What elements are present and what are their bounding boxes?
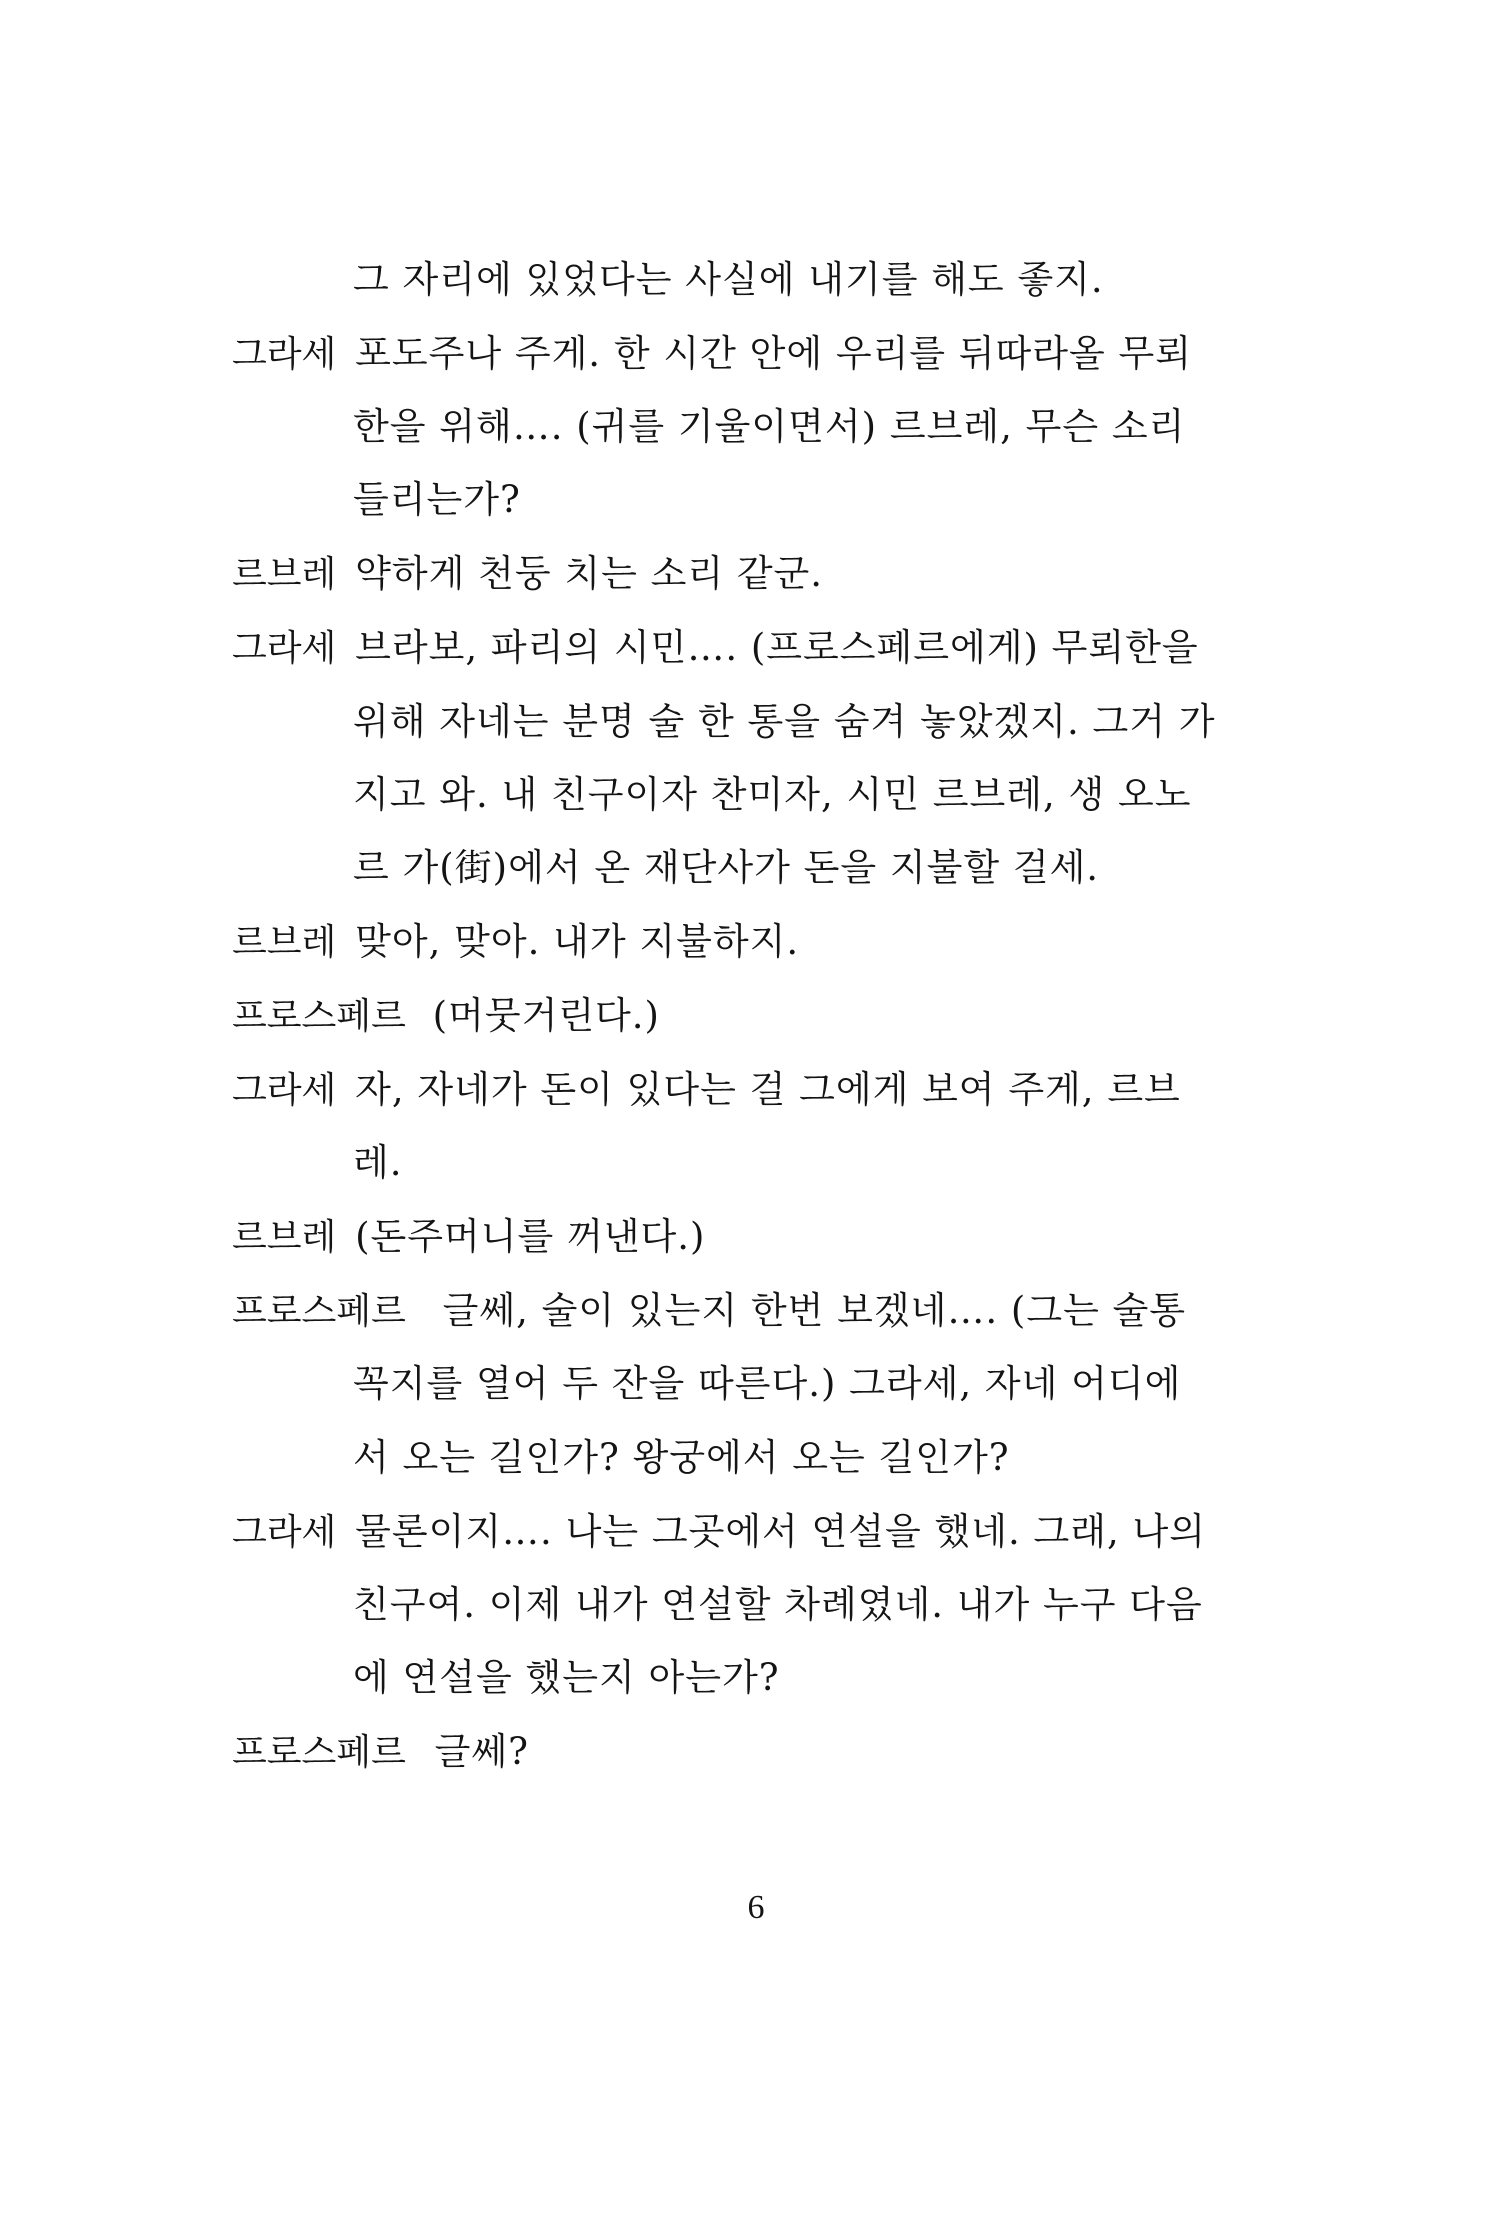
speaker-name: 그라세: [232, 1070, 337, 1111]
dialogue-line: 꼭지를 열어 두 잔을 따른다.) 그라세, 자네 어디에: [353, 1362, 1182, 1405]
dialogue-line: 위해 자네는 분명 술 한 통을 숨겨 놓았겠지. 그거 가: [353, 700, 1216, 743]
dialogue-line: 지고 와. 내 친구이자 찬미자, 시민 르브레, 생 오노: [353, 773, 1192, 816]
dialogue-line: 글쎄?: [434, 1730, 529, 1773]
dialogue-entry: [232, 552, 823, 597]
dialogue-line: 한을 위해…. (귀를 기울이면서) 르브레, 무슨 소리: [353, 405, 1186, 448]
dialogue-line: 맞아, 맞아. 내가 지불하지.: [355, 920, 800, 963]
page-number: 6: [747, 1889, 765, 1926]
speaker-name: 르브레: [232, 1217, 337, 1258]
speaker-name: 프로스페르: [232, 996, 406, 1037]
dialogue-entry: [232, 1510, 1206, 1555]
dialogue-line: 르 가(街)에서 온 재단사가 돈을 지불할 걸세.: [353, 846, 1100, 889]
dialogue-line: 글쎄, 술이 있는지 한번 보겠네…. (그는 술통: [442, 1289, 1187, 1332]
speaker-name: 프로스페르: [232, 1732, 406, 1773]
dialogue-entry: [232, 1215, 705, 1260]
dialogue-line: 서 오는 길인가? 왕궁에서 오는 길인가?: [353, 1436, 1010, 1479]
dialogue-line: (돈주머니를 꺼낸다.): [355, 1215, 706, 1258]
dialogue-line: 그 자리에 있었다는 사실에 내기를 해도 좋지.: [353, 258, 1104, 301]
dialogue-entry: [232, 626, 1199, 671]
speaker-name: 그라세: [232, 628, 337, 669]
dialogue-line: 포도주나 주게. 한 시간 안에 우리를 뒤따라올 무뢰: [355, 332, 1193, 375]
speaker-name: 르브레: [232, 922, 337, 963]
dialogue-entry: [232, 994, 660, 1039]
dialogue-line: 들리는가?: [353, 478, 521, 521]
dialogue-entry: [232, 332, 1192, 377]
dialogue-entry: [232, 1289, 1186, 1334]
dialogue-line: 레.: [353, 1141, 403, 1184]
dialogue-line: 친구여. 이제 내가 연설할 차례였네. 내가 누구 다음: [353, 1583, 1203, 1626]
dialogue-line: 약하게 천둥 치는 소리 같군.: [355, 552, 824, 595]
dialogue-entry: [232, 1730, 529, 1775]
speaker-name: 프로스페르: [232, 1291, 406, 1332]
dialogue-line: 브라보, 파리의 시민…. (프로스페르에게) 무뢰한을: [355, 626, 1199, 669]
speaker-name: 그라세: [232, 1512, 337, 1553]
dialogue-line: (머뭇거린다.): [432, 994, 660, 1037]
speaker-name: 그라세: [232, 334, 337, 375]
dialogue-entry: [232, 920, 799, 965]
dialogue-entry: [232, 1068, 1181, 1113]
dialogue-line: 자, 자네가 돈이 있다는 걸 그에게 보여 주게, 르브: [355, 1068, 1181, 1111]
dialogue-line: 에 연설을 했는지 아는가?: [353, 1656, 780, 1699]
dialogue-line: 물론이지…. 나는 그곳에서 연설을 했네. 그래, 나의: [355, 1510, 1207, 1553]
speaker-name: 르브레: [232, 554, 337, 595]
